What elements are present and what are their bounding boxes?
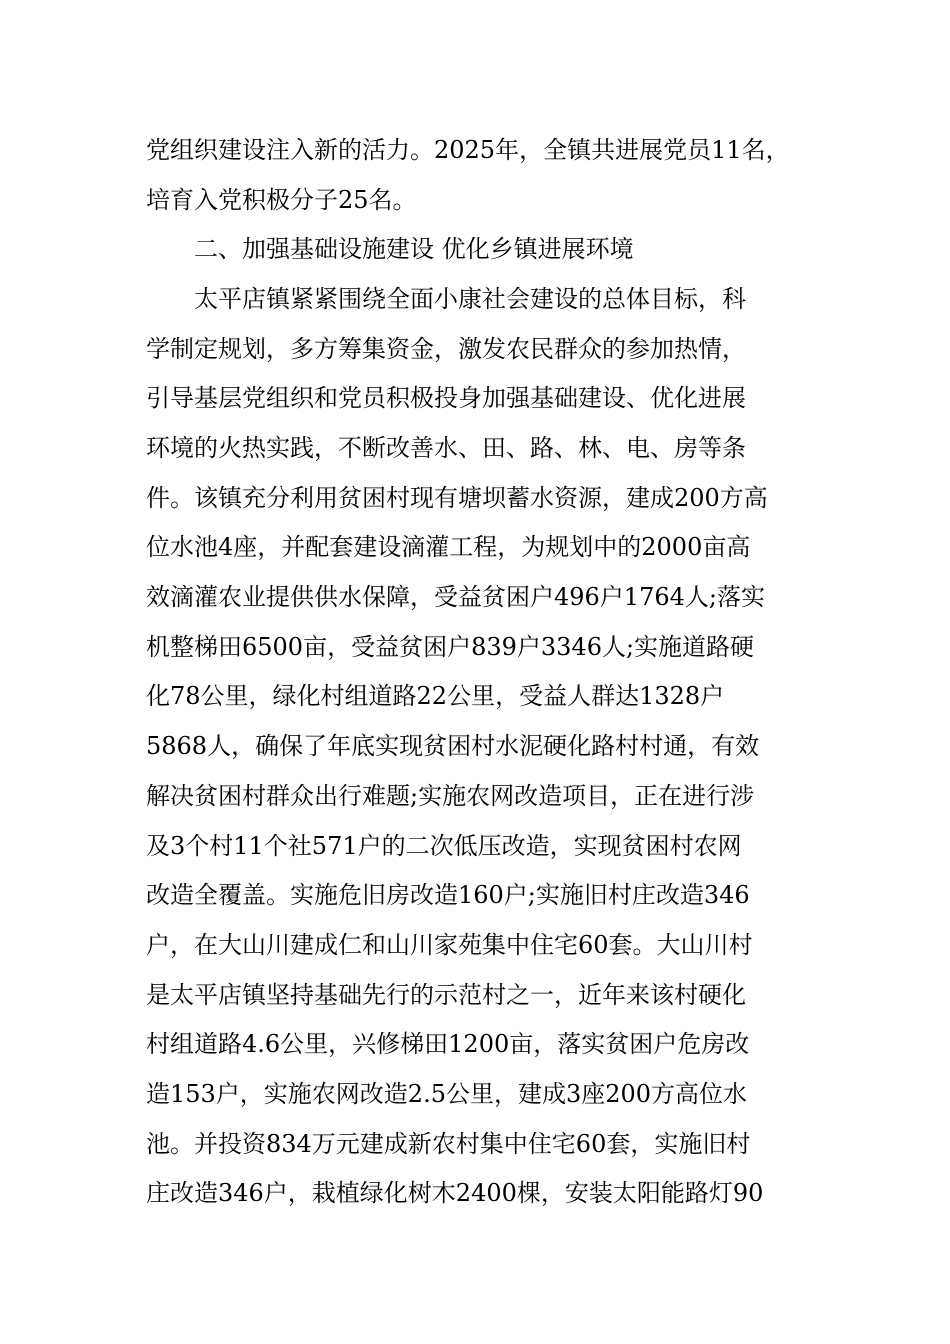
text-line: 化78公里，绿化村组道路22公里，受益人群达1328户 bbox=[146, 682, 725, 710]
text-line: 户，在大山川建成仁和山川家苑集中住宅60套。大山川村 bbox=[146, 931, 753, 959]
text-line: 环境的火热实践，不断改善水、田、路、林、电、房等条 bbox=[146, 434, 746, 462]
text-line: 解决贫困村群众出行难题;实施农网改造项目，正在进行涉 bbox=[146, 782, 755, 810]
text-line: 学制定规划，多方筹集资金，激发农民群众的参加热情， bbox=[146, 335, 746, 363]
text-line: 党组织建设注入新的活力。2025年，全镇共进展党员11名， bbox=[146, 136, 790, 164]
text-line: 5868人，确保了年底实现贫困村水泥硬化路村村通，有效 bbox=[146, 732, 760, 760]
text-line: 太平店镇紧紧围绕全面小康社会建设的总体目标，科 bbox=[194, 285, 746, 313]
text-line: 效滴灌农业提供供水保障，受益贫困户496户1764人;落实 bbox=[146, 583, 765, 611]
text-line: 件。该镇充分利用贫困村现有塘坝蓄水资源，建成200方高 bbox=[146, 484, 768, 512]
section-heading: 二、加强基础设施建设 优化乡镇进展环境 bbox=[194, 235, 634, 263]
text-line: 村组道路4.6公里，兴修梯田1200亩，落实贫困户危房改 bbox=[146, 1030, 750, 1058]
text-line: 造153户，实施农网改造2.5公里，建成3座200方高位水 bbox=[146, 1080, 748, 1108]
text-line: 引导基层党组织和党员积极投身加强基础建设、优化进展 bbox=[146, 384, 746, 412]
text-line: 位水池4座，并配套建设滴灌工程，为规划中的2000亩高 bbox=[146, 533, 751, 561]
text-line: 庄改造346户，栽植绿化树木2400棵，安装太阳能路灯90 bbox=[146, 1179, 764, 1207]
text-line: 机整梯田6500亩，受益贫困户839户3346人;实施道路硬 bbox=[146, 633, 755, 661]
text-line: 培育入党积极分子25名。 bbox=[146, 186, 417, 214]
text-line: 及3个村11个社571户的二次低压改造，实现贫困村农网 bbox=[146, 832, 742, 860]
text-line: 改造全覆盖。实施危旧房改造160户;实施旧村庄改造346 bbox=[146, 881, 750, 909]
text-line: 是太平店镇坚持基础先行的示范村之一，近年来该村硬化 bbox=[146, 981, 746, 1009]
text-line: 池。并投资834万元建成新农村集中住宅60套，实施旧村 bbox=[146, 1130, 751, 1158]
